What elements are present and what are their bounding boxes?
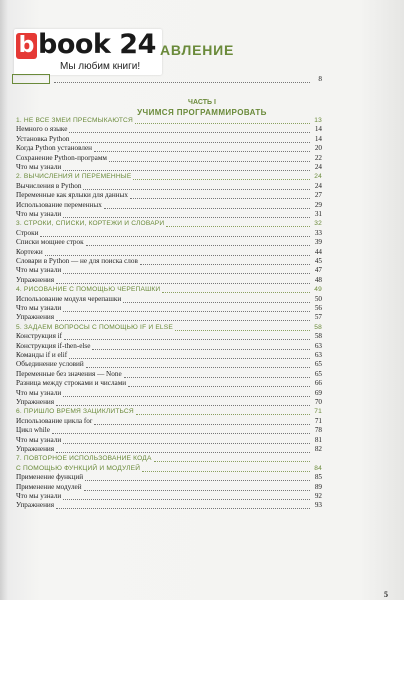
- leader-dots: [84, 484, 310, 491]
- toc-entry-page: 82: [314, 445, 322, 453]
- toc-entry-row: [16, 304, 322, 313]
- toc-entry-page: 33: [314, 228, 322, 237]
- toc-entry-row: [16, 163, 322, 172]
- toc-entry-label: С ПОМОЩЬЮ ФУНКЦИЙ И МОДУЛЕЙ: [16, 464, 141, 472]
- toc-entry-page: 57: [314, 313, 322, 322]
- leader-dots: [56, 277, 310, 284]
- toc-entry-label: Упражнения: [16, 445, 55, 453]
- toc-chapter-row: [16, 464, 322, 473]
- toc-entry-page: 92: [314, 492, 322, 500]
- leader-dots: [40, 230, 310, 237]
- toc-entry-row: [16, 135, 322, 144]
- toc-entry-label: Переменные без значения — None: [16, 369, 122, 378]
- toc-entry-label: Словари в Python — не для поиска слов: [16, 257, 138, 265]
- leader-dots: [109, 155, 310, 162]
- leader-dots: [69, 352, 310, 359]
- leader-dots: [133, 173, 310, 180]
- toc-entry-row: [16, 483, 322, 492]
- leader-dots: [136, 408, 310, 415]
- toc-entry-label: Разница между строками и числами: [16, 379, 127, 388]
- leader-dots: [128, 380, 310, 387]
- page-number: 5: [384, 590, 388, 599]
- toc-chapter-row: [16, 116, 322, 125]
- toc-entry-page: 84: [314, 464, 322, 472]
- toc-entry-page: 22: [314, 153, 322, 162]
- toc-entry-page: 29: [314, 200, 322, 209]
- toc-entry-label: Что мы узнали: [16, 388, 62, 397]
- toc-entry-page: 47: [314, 266, 322, 275]
- toc-entry-page: 31: [314, 210, 322, 218]
- toc-entry-row: [16, 398, 322, 407]
- toc-entry-page: 66: [314, 379, 322, 388]
- toc-entry-page: 45: [314, 257, 322, 265]
- toc-entry-label: Использование цикла for: [16, 416, 93, 425]
- leader-dots: [45, 249, 310, 256]
- toc-entry-row: [16, 473, 322, 482]
- contents-title: АВЛЕНИЕ: [160, 42, 235, 58]
- logo-word: book 24: [38, 29, 156, 60]
- toc-entry-page: 14: [314, 125, 322, 134]
- leader-dots: [130, 192, 310, 199]
- toc-entry-page: 89: [314, 482, 322, 491]
- toc-entry-label: Упражнения: [16, 398, 55, 406]
- intro-row: [52, 75, 322, 84]
- toc-entry-page: 85: [314, 473, 322, 482]
- toc-entry-label: Что мы узнали: [16, 435, 62, 444]
- toc-entry-label: 5. ЗАДАЕМ ВОПРОСЫ С ПОМОЩЬЮ IF И ELSE: [16, 323, 173, 331]
- toc-entry-row: [16, 426, 322, 435]
- toc-entry-row: [16, 295, 322, 304]
- toc-entry-label: Применение модулей: [16, 482, 82, 491]
- toc-entry-page: 93: [314, 501, 322, 510]
- toc-entry-label: Кортежи: [16, 247, 43, 256]
- toc-entry-label: Упражнения: [16, 313, 55, 322]
- toc-chapter-row: [16, 323, 322, 332]
- toc-entry-page: 71: [314, 408, 322, 416]
- toc-entry-page: 13: [314, 117, 322, 124]
- leader-dots: [64, 333, 310, 340]
- leader-dots: [140, 258, 310, 265]
- leader-dots: [54, 76, 310, 83]
- toc-entry-row: [16, 238, 322, 247]
- leader-dots: [142, 465, 310, 472]
- toc-entry-label: Использование переменных: [16, 200, 102, 209]
- leader-dots: [56, 502, 310, 509]
- toc-entry-label: 6. ПРИШЛО ВРЕМЯ ЗАЦИКЛИТЬСЯ: [16, 408, 134, 416]
- toc-entry-row: [16, 501, 322, 510]
- leader-dots: [104, 202, 310, 209]
- logo-b-mark: b: [16, 33, 37, 59]
- toc-entry-label: 7. ПОВТОРНОЕ ИСПОЛЬЗОВАНИЕ КОДА: [16, 455, 152, 463]
- leader-dots: [123, 296, 310, 303]
- toc-entry-row: [16, 144, 322, 153]
- leader-dots: [175, 324, 310, 331]
- toc-entry-page: 56: [314, 304, 322, 312]
- toc-entry-label: Объединение условий: [16, 360, 84, 369]
- toc-entry-label: Конструкция if: [16, 332, 63, 341]
- leader-dots: [154, 455, 310, 462]
- toc-entry-label: Немного о языке: [16, 125, 68, 134]
- toc-entry-row: [16, 370, 322, 379]
- toc-entry-label: Когда Python установлен: [16, 144, 92, 153]
- toc-entry-row: [16, 182, 322, 191]
- toc-entry-page: 63: [314, 351, 322, 359]
- toc-entry-row: [16, 201, 322, 210]
- leader-dots: [56, 446, 310, 453]
- part-title: УЧИМСЯ ПРОГРАММИРОВАТЬ: [137, 108, 267, 117]
- part-label: ЧАСТЬ I: [188, 99, 216, 106]
- toc-entry-label: Установка Python: [16, 134, 70, 143]
- toc-entry-label: Упражнения: [16, 501, 55, 510]
- toc-entry-row: [16, 332, 322, 341]
- toc-entry-label: 4. РИСОВАНИЕ С ПОМОЩЬЮ ЧЕРЕПАШКИ: [16, 286, 161, 294]
- leader-dots: [63, 493, 310, 500]
- logo-tagline: Мы любим книги!: [60, 61, 141, 72]
- toc-entry-label: Строки: [16, 228, 39, 237]
- toc-entry-page: 14: [314, 134, 322, 143]
- toc-entry-row: [16, 154, 322, 163]
- toc-entry-row: [16, 276, 322, 285]
- toc-entry-row: [16, 191, 322, 200]
- toc-entry-label: Использование модуля черепашки: [16, 294, 122, 303]
- leader-dots: [69, 126, 310, 133]
- toc-chapter-row: [16, 407, 322, 416]
- intro-page: 8: [318, 75, 322, 83]
- leader-dots: [92, 343, 310, 350]
- leader-dots: [85, 474, 310, 481]
- toc-entry-page: 27: [314, 191, 322, 200]
- toc-entry-row: [16, 313, 322, 322]
- book24-logo[interactable]: [14, 29, 162, 75]
- toc-entry-page: 65: [314, 360, 322, 369]
- toc-entry-label: Что мы узнали: [16, 304, 62, 312]
- toc-entry-row: [16, 351, 322, 360]
- leader-dots: [63, 267, 310, 274]
- toc-entry-page: 78: [314, 426, 322, 435]
- leader-dots: [94, 418, 310, 425]
- toc-entry-row: [16, 436, 322, 445]
- leader-dots: [63, 437, 310, 444]
- toc-entry-label: Что мы узнали: [16, 492, 62, 500]
- toc-entry-page: 48: [314, 275, 322, 284]
- toc-entry-page: 63: [314, 341, 322, 350]
- toc-entry-label: Что мы узнали: [16, 210, 62, 218]
- toc-entry-label: 1. НЕ ВСЕ ЗМЕИ ПРЕСМЫКАЮТСЯ: [16, 117, 133, 124]
- leader-dots: [56, 314, 310, 321]
- leader-dots: [166, 220, 310, 227]
- leader-dots: [135, 117, 310, 124]
- toc-entry-label: Упражнения: [16, 275, 55, 284]
- toc-entry-page: 81: [314, 435, 322, 444]
- leader-dots: [124, 371, 310, 378]
- toc-entry-row: [16, 210, 322, 219]
- intro-label-box: [12, 74, 50, 84]
- toc-entry-label: Конструкция if-then-else: [16, 341, 91, 350]
- toc-entry-page: 58: [314, 332, 322, 341]
- toc-chapter-row: [16, 454, 322, 463]
- toc-entry-label: Применение функций: [16, 473, 84, 482]
- leader-dots: [86, 239, 310, 246]
- toc-entry-label: Списки мощнее строк: [16, 238, 84, 247]
- leader-dots: [83, 183, 310, 190]
- toc-entry-page: 44: [314, 247, 322, 256]
- leader-dots: [86, 361, 310, 368]
- toc-entry-page: 24: [314, 181, 322, 190]
- toc-entry-row: [16, 389, 322, 398]
- toc-entry-page: 20: [314, 144, 322, 153]
- toc-entry-row: [16, 257, 322, 266]
- toc-entry-page: 70: [314, 398, 322, 406]
- toc-chapter-row: [16, 172, 322, 181]
- toc-entry-label: 3. СТРОКИ, СПИСКИ, КОРТЕЖИ И СЛОВАРИ: [16, 220, 165, 228]
- leader-dots: [162, 286, 310, 293]
- leader-dots: [52, 427, 310, 434]
- toc-entry-row: [16, 379, 322, 388]
- toc-entry-page: 69: [314, 388, 322, 397]
- toc-entry-page: 24: [314, 173, 322, 181]
- toc-entry-row: [16, 342, 322, 351]
- toc-entry-row: [16, 492, 322, 501]
- toc-entry-page: 39: [314, 238, 322, 247]
- toc-entry-label: Цикл while: [16, 426, 50, 435]
- toc-chapter-row: [16, 285, 322, 294]
- toc-entry-row: [16, 266, 322, 275]
- leader-dots: [56, 399, 310, 406]
- toc-entry-row: [16, 417, 322, 426]
- leader-dots: [63, 305, 310, 312]
- toc-entry-label: Команды if и elif: [16, 351, 68, 359]
- toc-entry-page: 71: [314, 416, 322, 425]
- toc-entry-page: 32: [314, 220, 322, 228]
- toc-entry-page: 65: [314, 369, 322, 378]
- toc-entry-label: Переменные как ярлыки для данных: [16, 191, 128, 200]
- leader-dots: [71, 136, 310, 143]
- toc-entry-page: 50: [314, 294, 322, 303]
- toc-entry-label: Вычисления в Python: [16, 181, 82, 190]
- toc-entry-row: [16, 445, 322, 454]
- toc-entry-row: [16, 229, 322, 238]
- toc-entry-page: 49: [314, 286, 322, 294]
- leader-dots: [94, 145, 310, 152]
- toc-entry-row: [16, 248, 322, 257]
- toc-entry-page: 58: [314, 323, 322, 331]
- toc-entry-label: 2. ВЫЧИСЛЕНИЯ И ПЕРЕМЕННЫЕ: [16, 173, 132, 181]
- leader-dots: [63, 211, 310, 218]
- toc-entry-row: [16, 360, 322, 369]
- leader-dots: [63, 390, 310, 397]
- toc-chapter-row: [16, 219, 322, 228]
- toc-entry-label: Сохранение Python-программ: [16, 153, 107, 162]
- toc-entry-label: Что мы узнали: [16, 163, 62, 171]
- toc-entry-label: Что мы узнали: [16, 266, 62, 275]
- leader-dots: [63, 164, 310, 171]
- toc-entry-page: 24: [314, 163, 322, 171]
- toc-entry-row: [16, 125, 322, 134]
